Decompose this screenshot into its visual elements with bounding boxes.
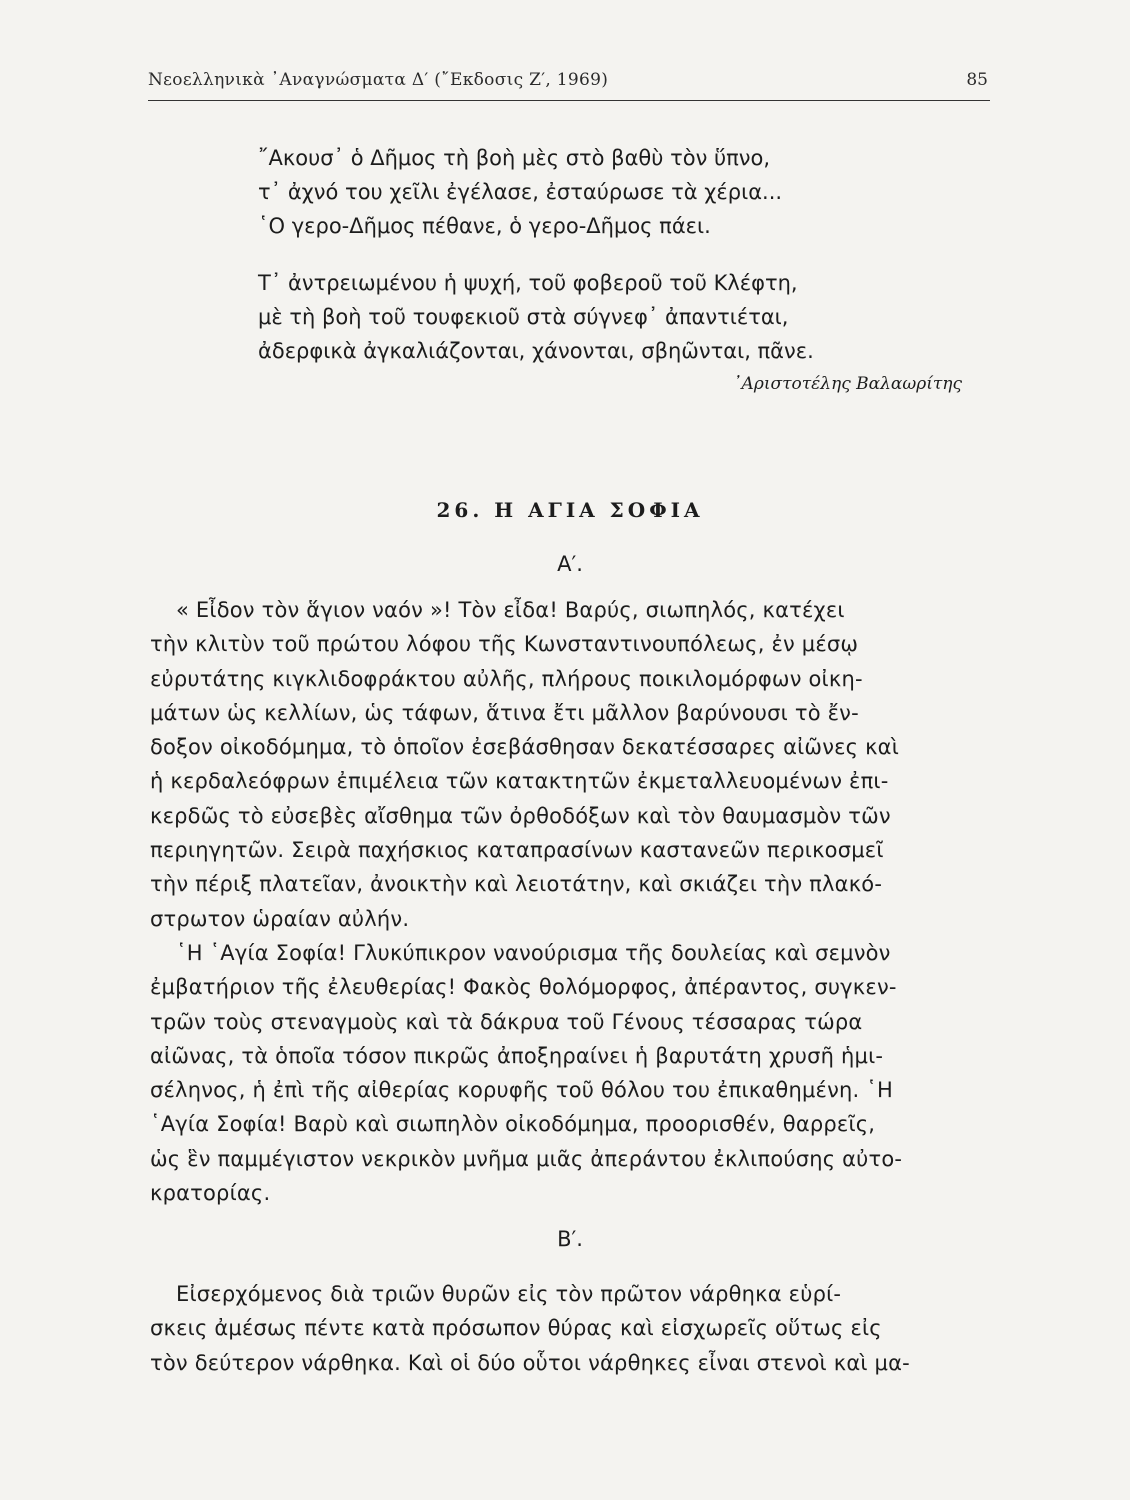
text-line: αἰῶνας, τὰ ὁποῖα τόσον πικρῶς ἀποξηραίνει ἡ βαρυτάτη χρυσῆ ἡμι- <box>150 1043 884 1068</box>
section-heading-b: Β′. <box>557 1227 583 1251</box>
text-line: τὴν κλιτὺν τοῦ πρώτου λόφου τῆς Κωνσταντινουπόλεως, ἐν μέσῳ <box>150 632 859 657</box>
poem-author: ᾿Αριστοτέλης Βαλαωρίτης <box>733 374 962 394</box>
text-line: ἐμβατήριον τῆς ἐλευθερίας! Φακὸς θολόμορφος, ἀπέραντος, συγκεν- <box>150 975 897 1000</box>
text-line: μάτων ὡς κελλίων, ὡς τάφων, ἅτινα ἔτι μᾶλλον βαρύνουσι τὸ ἔν- <box>150 700 859 725</box>
section-b-text <box>150 1277 990 1380</box>
section-heading-a: Α′. <box>557 552 583 576</box>
section-a-text <box>150 593 990 1210</box>
text-line: τὸν δεύτερον νάρθηκα. Καὶ οἱ δύο οὗτοι νάρθηκες εἶναι στενοὶ καὶ μα- <box>150 1350 910 1375</box>
running-title: Νεοελληνικὰ ᾿Αναγνώσματα Δ′ (῎Εκδοσις Ζ′, 1969) <box>148 70 609 90</box>
poem-line: τ᾿ ἀχνό του χεῖλι ἐγέλασε, ἐσταύρωσε τὰ χέρια... <box>258 180 783 204</box>
poem-stanza-2 <box>258 266 938 368</box>
text-line: σκεις ἀμέσως πέντε κατὰ πρόσωπον θύρας καὶ εἰσχωρεῖς οὕτως εἰς <box>150 1316 882 1341</box>
poem-line: Τ᾿ ἀντρειωμένου ἡ ψυχή, τοῦ φοβεροῦ τοῦ Κλέφτη, <box>258 271 798 295</box>
text-line: κερδῶς τὸ εὐσεβὲς αἴσθημα τῶν ὀρθοδόξων καὶ τὸν θαυμασμὸν τῶν <box>150 803 891 828</box>
poem-line: ῾Ο γερο-Δῆμος πέθανε, ὁ γερο-Δῆμος πάει. <box>258 214 711 238</box>
page-number: 85 <box>966 70 988 90</box>
text-line: στρωτον ὡραίαν αὐλήν. <box>150 906 410 931</box>
text-line: ἡ κερδαλεόφρων ἐπιμέλεια τῶν κατακτητῶν ἐκμεταλλευομένων ἐπι- <box>150 769 889 794</box>
text-line: σέληνος, ἡ ἐπὶ τῆς αἰθερίας κορυφῆς τοῦ θόλου του ἐπικαθημένη. ῾Η <box>150 1078 893 1103</box>
poem-stanza-1 <box>258 141 938 243</box>
text-line: δοξον οἰκοδόμημα, τὸ ὁποῖον ἐσεβάσθησαν δεκατέσσαρες αἰῶνες καὶ <box>150 735 900 760</box>
text-line: ὡς ἓν παμμέγιστον νεκρικὸν μνῆμα μιᾶς ἀπεράντου ἐκλιπούσης αὐτο- <box>150 1146 903 1171</box>
text-line: « Εἶδον τὸν ἅγιον ναόν »! Τὸν εἶδα! Βαρύς, σιωπηλός, κατέχει <box>176 598 845 622</box>
text-line: τὴν πέριξ πλατεῖαν, ἀνοικτὴν καὶ λειοτάτην, καὶ σκιάζει τὴν πλακό- <box>150 872 883 897</box>
poem-line: ἀδερφικὰ ἀγκαλιάζονται, χάνονται, σβηῶνται, πᾶνε. <box>258 339 814 363</box>
text-line: περιηγητῶν. Σειρὰ παχήσκιος καταπρασίνων καστανεῶν περικοσμεῖ <box>150 838 884 863</box>
text-line: εὐρυτάτης κιγκλιδοφράκτου αὐλῆς, πλήρους ποικιλομόρφων οἰκη- <box>150 666 863 691</box>
text-line: ῾Αγία Σοφία! Βαρὺ καὶ σιωπηλὸν οἰκοδόμημα, προορισθέν, θαρρεῖς, <box>150 1112 876 1137</box>
poem-line: ῎Ακουσ᾿ ὁ Δῆμος τὴ βοὴ μὲς στὸ βαθὺ τὸν ὕπνο, <box>258 146 771 170</box>
text-line: Εἰσερχόμενος διὰ τριῶν θυρῶν εἰς τὸν πρῶτον νάρθηκα εὑρί- <box>176 1282 842 1306</box>
poem-line: μὲ τὴ βοὴ τοῦ τουφεκιοῦ στὰ σύγνεφ᾿ ἀπαντιέται, <box>258 305 789 329</box>
text-line: τρῶν τοὺς στεναγμοὺς καὶ τὰ δάκρυα τοῦ Γένους τέσσαρας τώρα <box>150 1009 863 1034</box>
chapter-title: 26. Η ΑΓΙΑ ΣΟΦΙΑ <box>436 498 704 522</box>
text-line: ῾Η ῾Αγία Σοφία! Γλυκύπικρον νανούρισμα τῆς δουλείας καὶ σεμνὸν <box>176 940 891 965</box>
text-line: κρατορίας. <box>150 1181 271 1206</box>
header-rule <box>148 100 990 101</box>
